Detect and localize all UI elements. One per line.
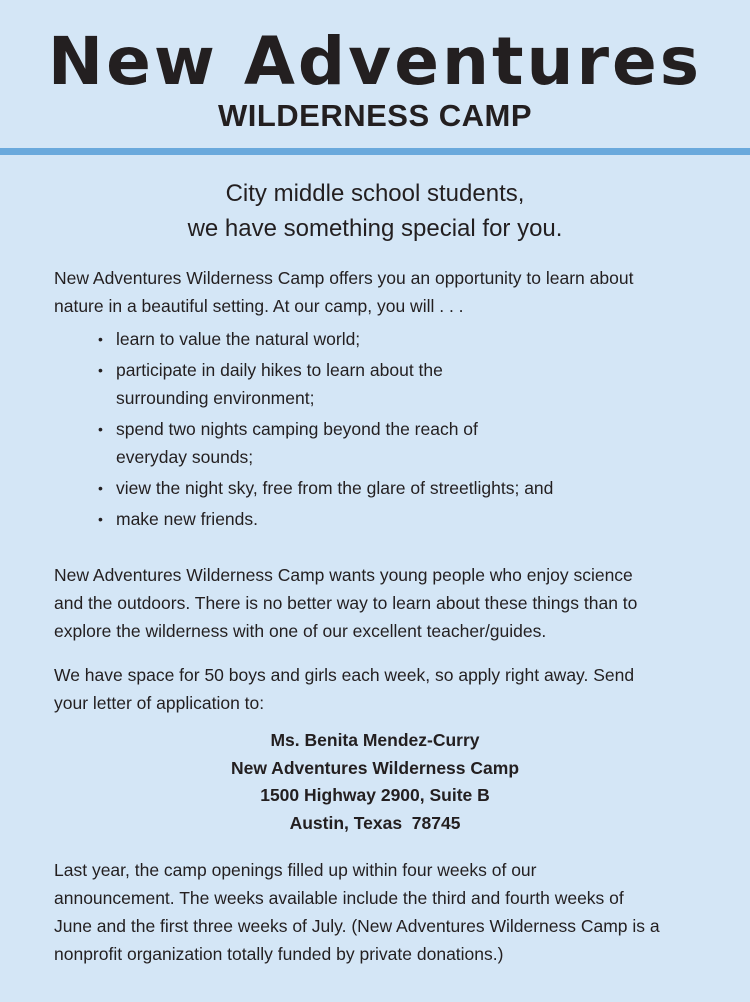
address-city: Austin, Texas 78745 — [289, 812, 461, 833]
intro-heading — [0, 176, 750, 246]
paragraph-offer-line-1: New Adventures Wilderness Camp offers you an opportunity to learn about — [54, 268, 634, 288]
list-item-line: learn to value the natural world; — [116, 329, 361, 349]
paragraph-science — [54, 561, 704, 645]
bullet-icon: • — [98, 480, 103, 496]
list-item-line: participate in daily hikes to learn about the — [116, 360, 443, 380]
address-name: Ms. Benita Mendez-Curry — [270, 730, 480, 750]
list-item-line: everyday sounds; — [116, 447, 254, 467]
paragraph-openings-line-4: nonprofit organization totally funded by private donations.) — [54, 944, 504, 964]
list-item-line: surrounding environment; — [116, 388, 315, 408]
address-organization: New Adventures Wilderness Camp — [230, 757, 520, 778]
paragraph-science-line-2: and the outdoors. There is no better way to learn about these things than to — [54, 593, 638, 613]
intro-line-2: we have something special for you. — [187, 215, 563, 242]
paragraph-apply-line-2: your letter of application to: — [54, 693, 265, 713]
paragraph-apply-line-1: We have space for 50 boys and girls each week, so apply right away. Send — [54, 665, 635, 685]
header-divider — [0, 148, 750, 155]
activity-list — [98, 325, 658, 536]
list-item-line: spend two nights camping beyond the reach of — [116, 419, 478, 439]
paragraph-science-line-3: explore the wilderness with one of our excellent teacher/guides. — [54, 621, 547, 641]
list-item — [98, 474, 658, 502]
paragraph-openings-line-3: June and the first three weeks of July. (New Adventures Wilderness Camp is a — [54, 916, 660, 936]
list-item — [98, 415, 658, 471]
paragraph-offer — [54, 264, 704, 320]
bullet-icon: • — [98, 511, 103, 527]
bullet-icon: • — [98, 331, 103, 347]
paragraph-openings-line-2: announcement. The weeks available include the third and fourth weeks of — [54, 888, 624, 908]
list-item — [98, 505, 658, 533]
bullet-icon: • — [98, 362, 103, 378]
mailing-address — [0, 727, 750, 837]
address-street: 1500 Highway 2900, Suite B — [260, 785, 490, 805]
camp-subtitle: WILDERNESS CAMP — [217, 98, 533, 133]
paragraph-openings-line-1: Last year, the camp openings filled up within four weeks of our — [54, 860, 537, 880]
paragraph-openings — [54, 856, 704, 968]
intro-line-1: City middle school students, — [225, 180, 525, 207]
list-item-line: view the night sky, free from the glare of streetlights; and — [116, 478, 554, 498]
list-item — [98, 325, 658, 353]
paragraph-offer-line-2: nature in a beautiful setting. At our camp, you will . . . — [54, 296, 464, 316]
paragraph-apply — [54, 661, 704, 717]
list-item — [98, 356, 658, 412]
bullet-icon: • — [98, 421, 103, 437]
paragraph-science-line-1: New Adventures Wilderness Camp wants young people who enjoy science — [54, 565, 633, 585]
header — [0, 0, 750, 150]
list-item-line: make new friends. — [116, 509, 259, 529]
camp-title: New Adventures — [47, 23, 703, 100]
